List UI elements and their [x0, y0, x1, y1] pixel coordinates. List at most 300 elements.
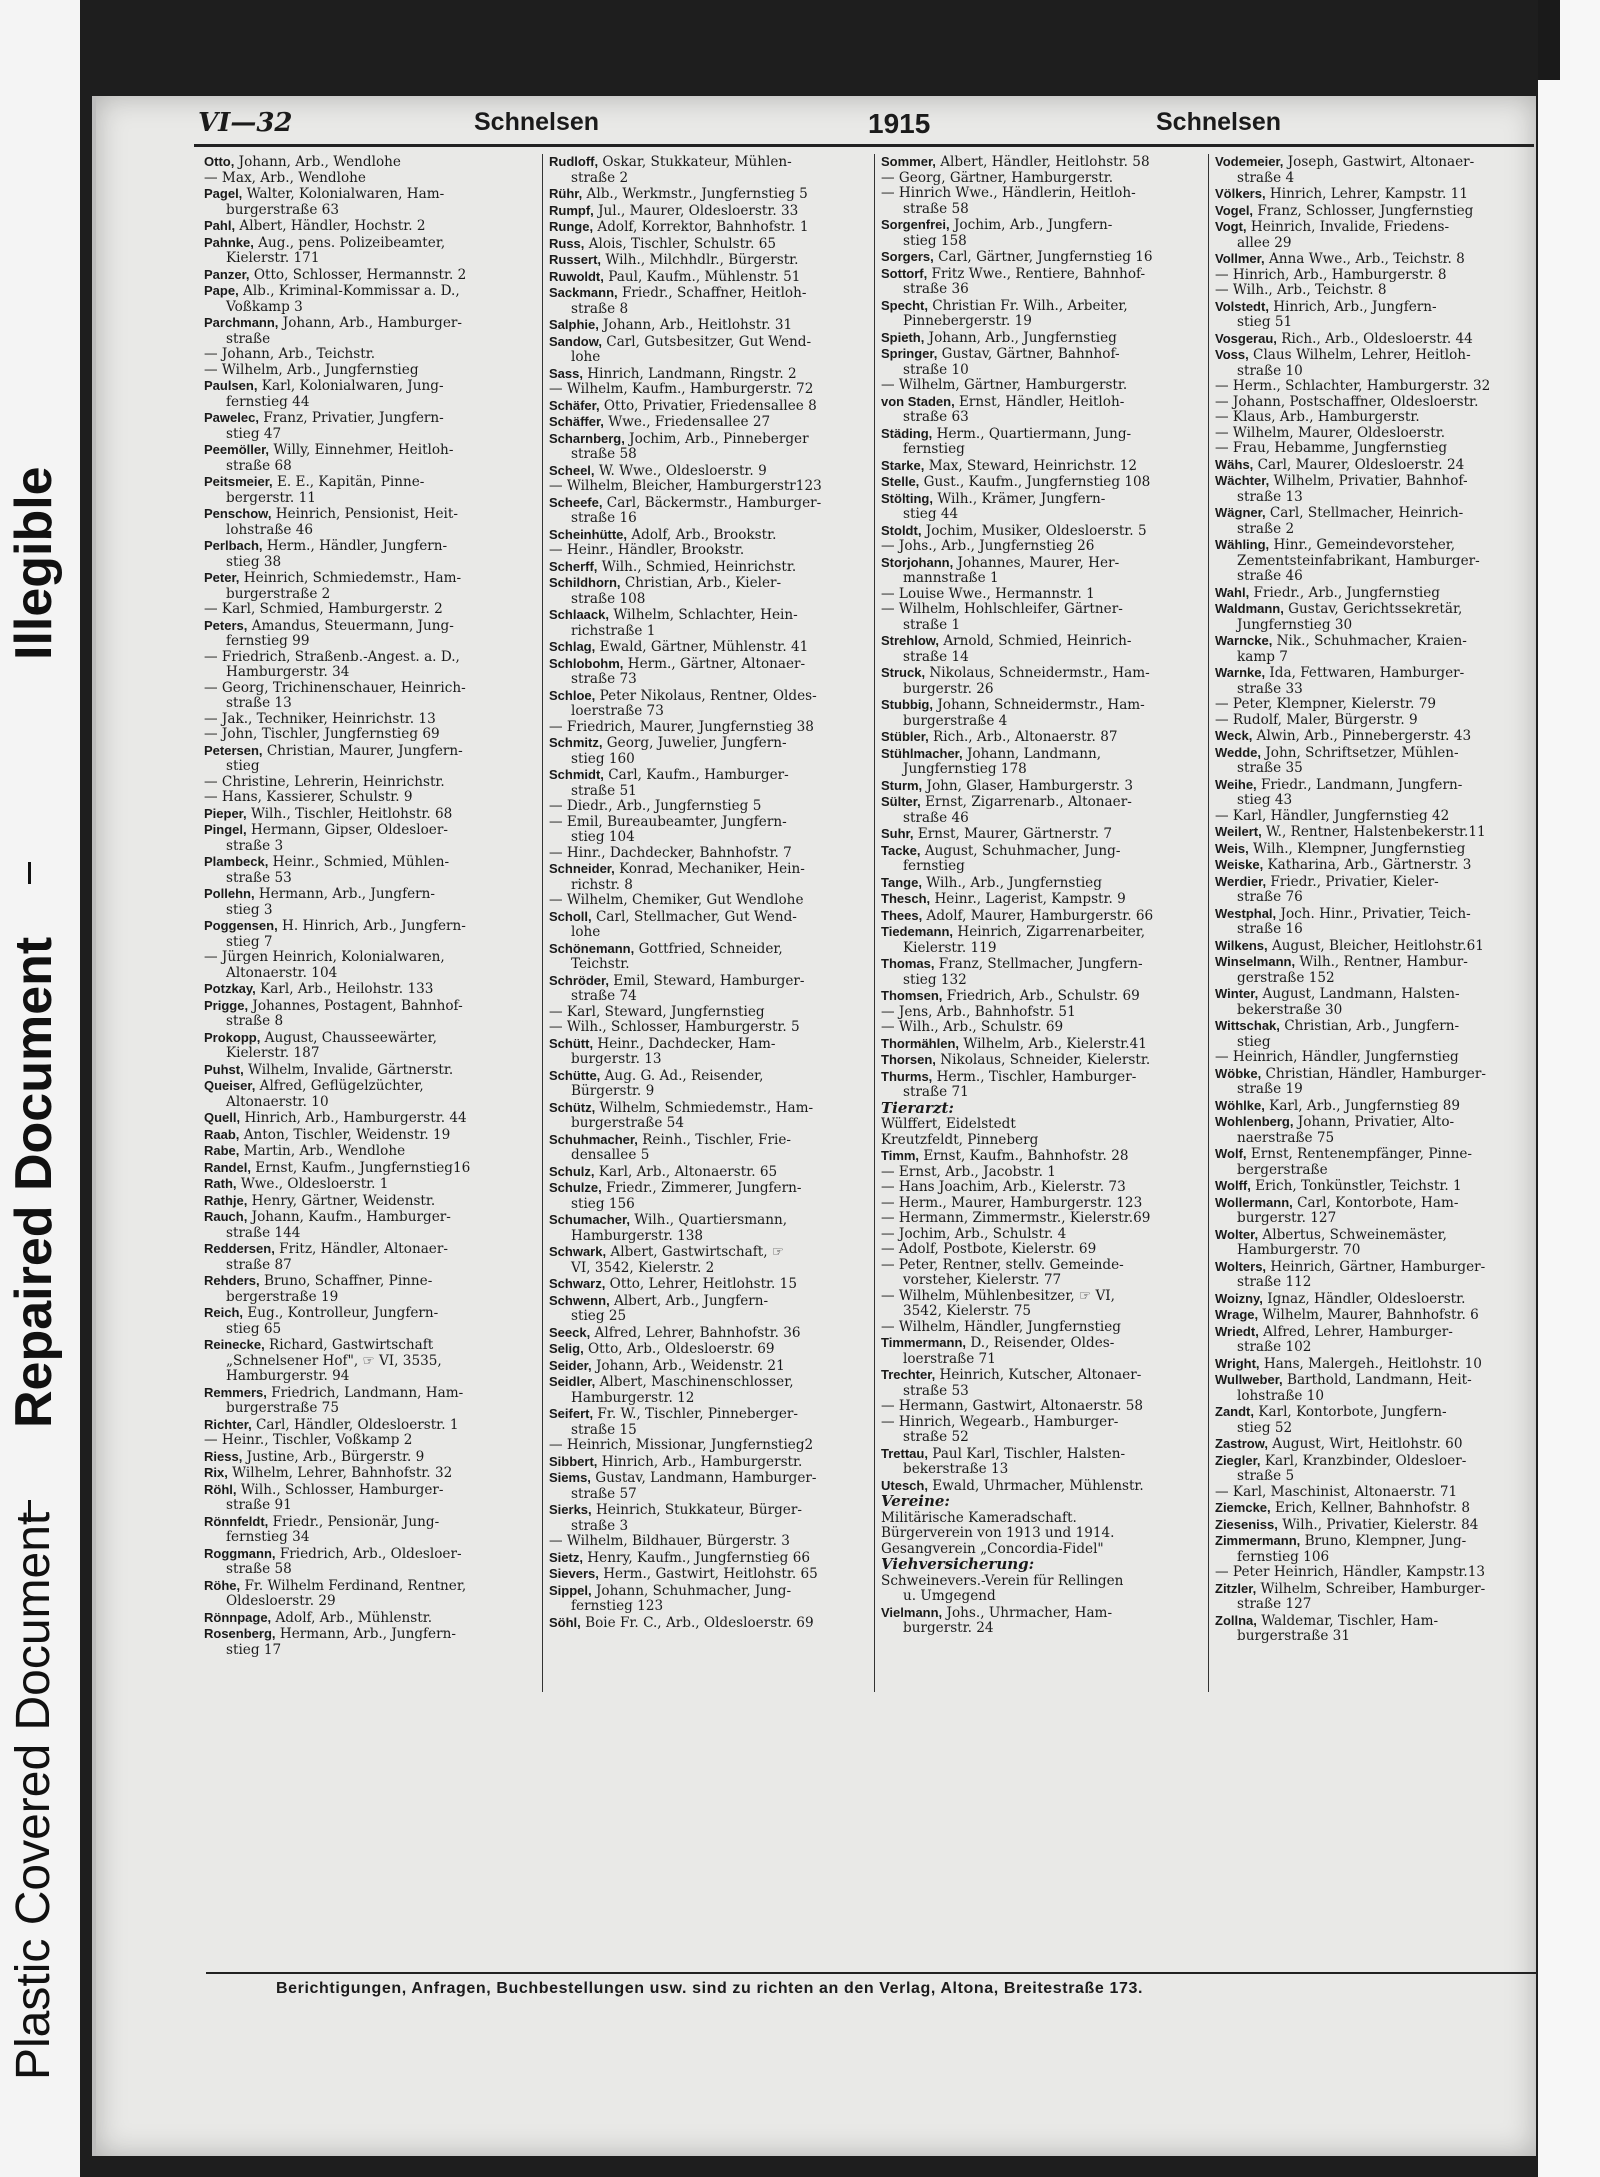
directory-entry [881, 1242, 1221, 1258]
entry-details: Wilhelm, Schlachter, Hein- [609, 607, 798, 623]
entry-details: Christian Fr. Wilh., Arbeiter, [927, 297, 1128, 314]
directory-entry [549, 236, 889, 253]
directory-entry [1215, 713, 1541, 729]
entry-details: u. Umgegend [903, 1589, 996, 1604]
directory-entry [881, 507, 1221, 523]
directory-entry [204, 347, 544, 363]
directory-entry [549, 830, 889, 846]
entry-name: Potzkay, [204, 981, 256, 996]
directory-entry [549, 656, 889, 673]
entry-details: Alb., Kriminal-Kommissar a. D., [238, 283, 460, 299]
directory-entry [549, 846, 889, 862]
entry-details: Jul., Maurer, Oldesloerstr. 33 [593, 202, 799, 219]
entry-name: Rosenberg, [204, 1626, 276, 1641]
entry-details: — Klaus, Arb., Hamburgerstr. [1215, 410, 1420, 425]
entry-details: — Max, Arb., Wendlohe [204, 170, 366, 186]
entry-details: straße 58 [571, 447, 637, 462]
directory-entry [204, 1258, 544, 1274]
entry-details: straße 14 [903, 649, 969, 665]
entry-details: Wwe., Friedensallee 27 [603, 414, 771, 430]
entry-details: Wilh., Schmied, Heinrichstr. [597, 558, 797, 575]
entry-details: — Peter, Rentner, stellv. Gemeinde- [881, 1257, 1124, 1273]
entry-name: Schütz, [549, 1099, 596, 1115]
entry-name: Puhst, [204, 1061, 244, 1077]
directory-entry [881, 491, 1221, 508]
directory-entry [1215, 505, 1541, 522]
entry-details: — Wilhelm, Arb., Jungfernstieg [204, 362, 419, 378]
directory-entry [549, 334, 889, 351]
directory-entry [204, 903, 544, 919]
entry-name: Werdier, [1215, 873, 1267, 889]
directory-entry [204, 854, 544, 871]
entry-details: Wilh., Arb., Jungfernstieg [921, 874, 1102, 891]
entry-details: Barthold, Landmann, Heit- [1282, 1372, 1472, 1388]
entry-details: burgerstraße 2 [226, 586, 331, 602]
directory-entry [204, 1498, 544, 1514]
entry-details: Carl, Stellmacher, Gut Wend- [591, 908, 797, 925]
directory-entry [881, 650, 1221, 666]
entry-name: Städing, [881, 425, 933, 441]
entry-details: Johann, Arb., Jungfernstieg [924, 329, 1117, 346]
entry-details: fernstieg 99 [226, 634, 310, 649]
entry-name: Struck, [881, 665, 926, 680]
entry-details: Heinr., Dachdecker, Ham- [593, 1035, 776, 1052]
entry-details: H. Hinrich, Arb., Jungfern- [277, 918, 466, 934]
entry-details: — John, Tischler, Jungfernstieg 69 [204, 727, 440, 742]
directory-entry [549, 203, 889, 220]
entry-details: Gustav, Landmann, Hamburger- [590, 1470, 817, 1486]
directory-entry [204, 950, 544, 966]
entry-name: Runge, [549, 219, 594, 234]
entry-details: — Hinrich, Wegearb., Hamburger- [881, 1414, 1119, 1430]
directory-entry [1215, 1098, 1541, 1115]
entry-details: Jungfernstieg 30 [1237, 617, 1353, 633]
directory-entry [204, 1062, 544, 1079]
entry-details: burgerstraße 75 [226, 1401, 339, 1416]
entry-details: Altonaerstr. 10 [226, 1094, 329, 1110]
entry-name: Seeck, [549, 1324, 591, 1340]
directory-entry [881, 394, 1221, 411]
directory-entry [1215, 1163, 1541, 1179]
entry-details: Herm., Gärtner, Altonaer- [623, 655, 806, 672]
directory-entry [549, 447, 889, 463]
entry-details: Rich., Arb., Altonaerstr. 87 [928, 729, 1118, 745]
directory-entry [549, 752, 889, 768]
directory-entry [1215, 1597, 1541, 1613]
entry-details: Gottfried, Schneider, [634, 940, 783, 957]
directory-entry [1215, 569, 1541, 585]
directory-entry [549, 1005, 889, 1021]
directory-entry [204, 839, 544, 855]
column-4 [1208, 154, 1541, 1692]
entry-details: Bruno, Schaffner, Pinne- [259, 1273, 433, 1289]
directory-entry [1215, 1500, 1541, 1517]
entry-details: straße 87 [226, 1257, 292, 1273]
entry-details: Johann, Schuhmacher, Jung- [591, 1582, 792, 1599]
entry-details: Rich., Arb., Oldesloerstr. 44 [1276, 330, 1473, 347]
directory-entry [881, 1430, 1221, 1446]
directory-entry [881, 1227, 1221, 1243]
entry-name: Starke, [881, 457, 925, 473]
directory-entry [1215, 426, 1541, 442]
entry-details: Carl, Gutsbesitzer, Gut Wend- [601, 333, 812, 350]
directory-entry [204, 1643, 544, 1659]
entry-details: Anton, Tischler, Weidenstr. 19 [239, 1126, 451, 1143]
directory-entry [204, 332, 544, 348]
directory-entry [881, 410, 1221, 426]
entry-details: — Georg, Gärtner, Hamburgerstr. [881, 170, 1114, 186]
entry-details: August, Chausseewärter, [260, 1029, 437, 1046]
entry-details: Wilhelm, Invalide, Gärtnerstr. [243, 1061, 454, 1078]
entry-details: Hinrich, Arb., Jungfern- [1268, 298, 1437, 315]
entry-details: Friedrich, Arb., Schulstr. 69 [942, 988, 1140, 1004]
entry-details: Reinh., Tischler, Frie- [637, 1131, 792, 1148]
directory-entry [204, 1385, 544, 1402]
entry-name: Springer, [881, 346, 938, 361]
directory-entry [549, 592, 889, 608]
directory-entry [204, 1369, 544, 1385]
directory-entry [1215, 1291, 1541, 1308]
entry-name: Poggensen, [204, 918, 278, 933]
directory-entry [881, 908, 1221, 925]
entry-name: Schlobohm, [549, 655, 624, 671]
directory-entry [549, 1036, 889, 1053]
entry-details: straße 74 [571, 989, 637, 1004]
directory-entry [549, 1423, 889, 1439]
directory-entry [881, 762, 1221, 778]
entry-details: Wilh., Rentner, Hambur- [1295, 954, 1468, 970]
directory-entry [1215, 1421, 1541, 1437]
directory-entry [1215, 1372, 1541, 1389]
directory-entry [1215, 1565, 1541, 1581]
entry-name: Panzer, [204, 266, 250, 282]
directory-entry [881, 1133, 1221, 1149]
directory-entry [1215, 1178, 1541, 1195]
directory-entry [204, 1046, 544, 1062]
entry-details: Wilh., Klempner, Jungfernstieg [1248, 840, 1466, 857]
directory-entry [1215, 283, 1541, 299]
entry-details: straße 127 [1237, 1597, 1312, 1612]
entry-details: mannstraße 1 [903, 571, 999, 586]
directory-entry [549, 1148, 889, 1164]
entry-details: stieg 51 [1237, 315, 1293, 330]
directory-entry [549, 1470, 889, 1487]
entry-details: stieg 132 [903, 972, 967, 988]
entry-details: Johann, Kaufm., Hamburger- [247, 1209, 451, 1225]
directory-entry [1215, 473, 1541, 490]
directory-entry [1215, 665, 1541, 682]
directory-entry [204, 650, 544, 666]
entry-details: Emil, Steward, Hamburger- [608, 972, 805, 989]
entry-details: Heinrich, Pensionist, Heit- [271, 506, 458, 522]
directory-entry [1215, 922, 1541, 938]
directory-entry [1215, 1340, 1541, 1356]
entry-details: Ernst, Händler, Heitloh- [954, 393, 1125, 410]
entry-details: Friedr., Zimmerer, Jungfern- [601, 1180, 802, 1196]
directory-entry [881, 1005, 1221, 1021]
directory-entry [204, 442, 544, 459]
entry-name: Schmitz, [549, 735, 603, 750]
entry-details: Heinrich, Invalide, Friedens- [1246, 219, 1450, 235]
entry-details: straße 13 [226, 696, 292, 711]
entry-details: Wilhelm, Privatier, Bahnhof- [1269, 473, 1468, 489]
directory-entry [204, 251, 544, 267]
entry-name: Suhr, [881, 826, 914, 841]
entry-details: Albert, Gastwirtschaft, ☞ [606, 1244, 785, 1260]
entry-details: Heinrich, Stukkateur, Bürger- [591, 1502, 802, 1518]
entry-details: Voßkamp 3 [226, 299, 303, 315]
entry-details: — Wilhelm, Bildhauer, Bürgerstr. 3 [549, 1534, 790, 1549]
entry-details: straße 52 [903, 1430, 969, 1445]
entry-name: Stubbig, [881, 697, 933, 712]
directory-entry [549, 366, 889, 383]
directory-entry [549, 1261, 889, 1277]
entry-name: Winter, [1215, 986, 1259, 1001]
directory-entry [549, 1244, 889, 1261]
directory-entry [204, 1160, 544, 1177]
entry-name: Tacke, [881, 842, 921, 858]
directory-entry [204, 506, 544, 523]
directory-entry [549, 154, 889, 171]
entry-details: straße 8 [571, 301, 629, 317]
directory-entry [549, 688, 889, 705]
entry-details: Herm., Händler, Jungfern- [262, 538, 448, 554]
entry-name: Pahnke, [204, 234, 254, 250]
directory-entry [881, 202, 1221, 218]
entry-details: August, Landmann, Halsten- [1258, 986, 1460, 1002]
directory-entry [1215, 410, 1541, 426]
entry-details: Adolf, Korrektor, Bahnhofstr. 1 [593, 219, 809, 235]
directory-entry [881, 1399, 1221, 1415]
directory-entry [1215, 841, 1541, 858]
directory-entry [204, 1030, 544, 1047]
entry-details: Heinrich, Zigarrenarbeiter, [953, 924, 1146, 940]
directory-entry [881, 1085, 1221, 1101]
entry-details: allee 29 [1237, 235, 1292, 251]
entry-details: Willy, Einnehmer, Heitloh- [269, 442, 454, 458]
entry-details: Hinrich, Lehrer, Kampstr. 11 [1265, 186, 1468, 202]
directory-entry [1215, 1066, 1541, 1083]
entry-details: Johannes, Postagent, Bahnhof- [248, 997, 463, 1014]
directory-entry [881, 746, 1221, 763]
entry-details: Wilh., Krämer, Jungfern- [933, 490, 1106, 507]
directory-entry [204, 1305, 544, 1322]
directory-entry [1215, 874, 1541, 891]
entry-details: Nikolaus, Schneidermstr., Ham- [925, 665, 1150, 681]
entry-name: Rabe, [204, 1143, 240, 1158]
entry-name: Seidler, [549, 1374, 596, 1389]
column-1 [204, 154, 544, 1692]
running-title-right: Schnelsen [1156, 108, 1282, 136]
directory-entry [204, 1562, 544, 1578]
directory-entry [881, 714, 1221, 730]
directory-entry [1215, 203, 1541, 220]
entry-name: Sturm, [881, 777, 923, 793]
entry-details: — Heinr., Tischler, Voßkamp 2 [204, 1433, 413, 1448]
directory-entry [1215, 1227, 1541, 1244]
entry-name: Wriedt, [1215, 1323, 1259, 1339]
entry-details: Adolf, Arb., Brookstr. [627, 526, 777, 543]
entry-details: Joseph, Gastwirt, Altonaer- [1283, 154, 1475, 170]
entry-details: lohe [571, 350, 601, 365]
directory-entry [1215, 761, 1541, 777]
entry-details: stieg 44 [903, 507, 959, 522]
directory-entry [549, 1502, 889, 1519]
entry-name: Sibbert, [549, 1453, 598, 1469]
entry-name: Raab, [204, 1126, 240, 1142]
entry-details: August, Schuhmacher, Jung- [920, 842, 1121, 859]
directory-entry [1215, 618, 1541, 634]
entry-details: — Wilh., Schlosser, Hamburgerstr. 5 [549, 1020, 800, 1035]
entry-name: Rudloff, [549, 154, 599, 169]
entry-name: Vereine: [881, 1494, 950, 1510]
entry-details: Zementsteinfabrikant, Hamburger- [1237, 553, 1480, 569]
directory-entry [549, 1229, 889, 1245]
entry-details: straße 2 [1237, 521, 1295, 537]
entry-details: Erich, Tonkünstler, Teichstr. 1 [1250, 1178, 1462, 1194]
entry-details: Katharina, Arb., Gärtnerstr. 3 [1263, 857, 1472, 873]
entry-details: Richard, Gastwirtschaft [264, 1337, 434, 1353]
directory-entry [1215, 1131, 1541, 1147]
directory-entry [204, 315, 544, 332]
entry-details: kamp 7 [1237, 649, 1288, 665]
entry-name: Zandt, [1215, 1404, 1254, 1419]
directory-entry [881, 697, 1221, 714]
directory-entry [204, 171, 544, 187]
entry-details: loerstraße 71 [903, 1351, 996, 1367]
entry-details: richstraße 1 [571, 623, 656, 639]
directory-entry [881, 1605, 1221, 1622]
entry-details: Pinnebergerstr. 19 [903, 314, 1032, 329]
entry-details: straße 76 [1237, 890, 1303, 905]
entry-details: Erich, Kellner, Bahnhofstr. 8 [1270, 1500, 1471, 1516]
entry-details: densallee 5 [571, 1148, 650, 1163]
directory-entry [881, 282, 1221, 298]
directory-entry [204, 427, 544, 443]
entry-details: Herm., Tischler, Hamburger- [932, 1068, 1137, 1085]
directory-entry [881, 778, 1221, 795]
entry-details: straße 58 [903, 201, 969, 217]
directory-entry [881, 956, 1221, 973]
entry-details: Militärische Kameradschaft. [881, 1510, 1077, 1526]
directory-entry [881, 442, 1221, 458]
entry-details: Karl, Arb., Altonaerstr. 65 [594, 1163, 778, 1180]
entry-name: Thomas, [881, 956, 935, 971]
directory-entry [1215, 1211, 1541, 1227]
entry-details: — Wilhelm, Maurer, Oldesloerstr. [1215, 425, 1446, 441]
entry-details: Johann, Arb., Wendlohe [234, 154, 401, 170]
directory-entry [1215, 1243, 1541, 1259]
entry-details: Hinrich, Arb., Hamburgerstr. 44 [240, 1110, 467, 1126]
entry-details: straße 1 [903, 617, 961, 633]
directory-entry [204, 1127, 544, 1144]
entry-details: burgerstr. 127 [1237, 1211, 1337, 1226]
entry-details: Bürgerverein von 1913 und 1914. [881, 1526, 1115, 1541]
entry-details: bergerstraße [1237, 1162, 1328, 1178]
entry-name: Wahl, [1215, 584, 1250, 600]
entry-details: Christian, Arb., Kieler- [620, 575, 782, 591]
directory-entry [1215, 728, 1541, 745]
entry-name: Röhe, [204, 1577, 241, 1593]
directory-entry [204, 1226, 544, 1242]
entry-name: Röhl, [204, 1481, 237, 1497]
entry-details: straße 19 [1237, 1082, 1303, 1097]
entry-details: Aug. G. Ad., Reisender, [600, 1067, 764, 1084]
entry-details: straße 10 [1237, 363, 1303, 379]
directory-entry [1215, 633, 1541, 650]
directory-entry [881, 217, 1221, 234]
directory-entry [204, 1078, 544, 1095]
entry-details: Wilh., Quartiersmann, [629, 1212, 788, 1228]
entry-details: Friedrich, Landmann, Ham- [266, 1384, 464, 1401]
entry-details: straße [226, 331, 271, 347]
entry-details: straße 53 [903, 1383, 969, 1399]
entry-name: Selig, [549, 1341, 584, 1356]
directory-entry [549, 1068, 889, 1085]
entry-name: Stölting, [881, 490, 933, 506]
entry-details: — Heinr., Händler, Brookstr. [549, 543, 745, 558]
entry-details: burgerstraße 4 [903, 713, 1008, 729]
entry-details: Alfred, Geflügelzüchter, [255, 1078, 424, 1094]
entry-details: Kielerstr. 119 [903, 940, 997, 956]
directory-entry [881, 346, 1221, 363]
directory-entry [1215, 890, 1541, 906]
entry-details: Georg, Juwelier, Jungfern- [602, 735, 787, 751]
entry-details: stieg 65 [226, 1321, 282, 1337]
entry-details: Albert, Maschinenschlosser, [595, 1374, 794, 1390]
directory-entry [881, 1165, 1221, 1181]
directory-entry [549, 624, 889, 640]
entry-details: Walter, Kolonialwaren, Ham- [242, 186, 445, 202]
entry-name: Sorgers, [881, 249, 934, 264]
directory-entry [881, 1526, 1221, 1542]
entry-name: Russ, [549, 235, 585, 251]
directory-entry [204, 1193, 544, 1210]
entry-details: bekerstraße 30 [1237, 1002, 1343, 1018]
directory-entry [549, 1100, 889, 1117]
entry-name: Sietz, [549, 1549, 583, 1565]
directory-entry [204, 1241, 544, 1258]
directory-entry [204, 1465, 544, 1482]
directory-entry [549, 957, 889, 973]
entry-details: stieg [226, 759, 260, 774]
entry-name: Wöbke, [1215, 1065, 1262, 1081]
entry-details: Johann, Landmann, [962, 745, 1102, 762]
directory-entry [1215, 697, 1541, 713]
directory-entry [549, 1212, 889, 1229]
entry-details: — Herm., Maurer, Hamburgerstr. 123 [881, 1195, 1143, 1211]
entry-name: Scheel, [549, 462, 595, 478]
directory-entry [881, 1589, 1221, 1605]
directory-entry [549, 1487, 889, 1503]
entry-details: Teichstr. [571, 957, 630, 972]
entry-details: fernstieg 34 [226, 1530, 310, 1545]
entry-name: Wittschak, [1215, 1018, 1280, 1033]
entry-details: Friedr., Privatier, Kieler- [1266, 873, 1439, 890]
entry-name: Schütt, [549, 1035, 594, 1051]
entry-name: Strehlow, [881, 633, 940, 648]
directory-entry [204, 587, 544, 603]
entry-details: Ernst, Rentenempfänger, Pinne- [1246, 1146, 1472, 1162]
entry-details: Otto, Schlosser, Hermannstr. 2 [249, 266, 467, 283]
entry-details: Friedr., Schaffner, Heitloh- [617, 285, 807, 301]
entry-name: Thesch, [881, 891, 931, 906]
entry-name: Schlaack, [549, 607, 609, 622]
directory-entry [549, 1020, 889, 1036]
directory-entry [204, 555, 544, 571]
directory-entry [549, 382, 889, 398]
entry-details: stieg 25 [571, 1309, 627, 1324]
